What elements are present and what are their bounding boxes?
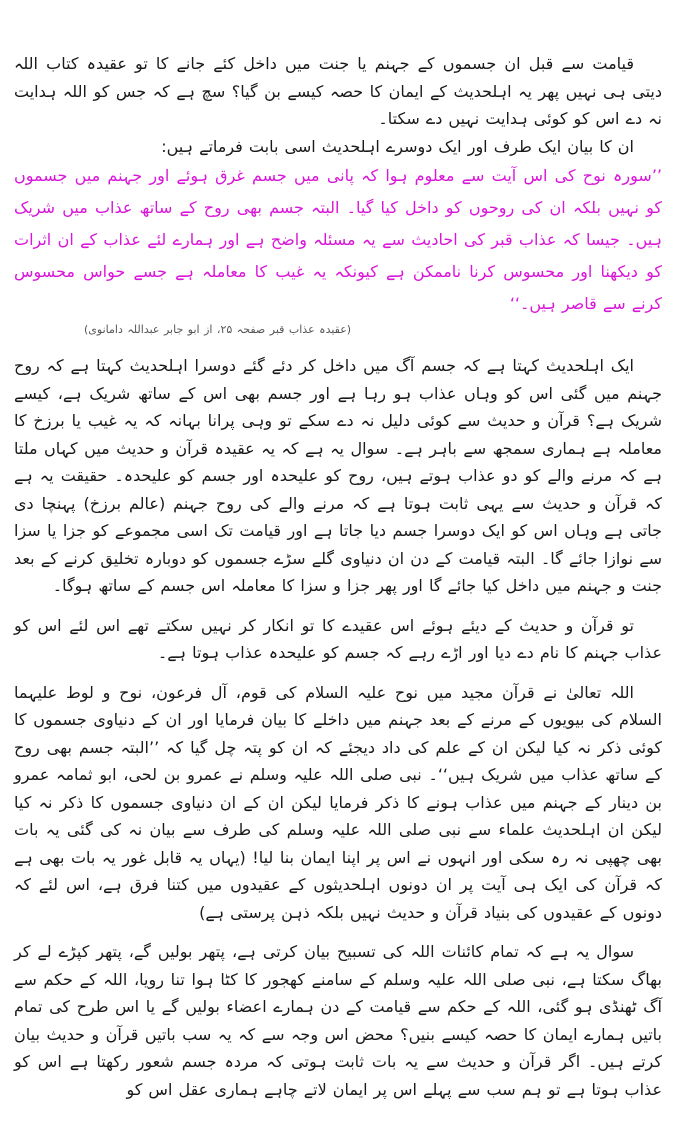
quoted-passage: ’’سورہ نوح کی اس آیت سے معلوم ہوا کہ پانی میں جسم غرق ہوئے اور جہنم میں جسموں کو نہیں بلکہ ان کی روحوں کو داخل کیا گیا۔ البتہ جسم بھی روح کے ساتھ عذاب میں شریک ہیں۔ جیسا کہ عذاب قبر کی احادیث سے یہ مسئلہ واضح ہے اور ہمارے لئے عذاب کے ان اثرات کو دیکھنا اور محسوس کرنا ناممکن ہے کیونکہ یہ غیب کا معاملہ ہے جسے حواس محسوس کرنے سے قاصر ہیں۔‘‘ bbox=[14, 166, 662, 313]
paragraph-1: قیامت سے قبل ان جسموں کے جہنم یا جنت میں داخل کئے جانے کا تو عقیدہ کتاب اللہ دیتی ہی نہیں پھر یہ اہلحدیث کے ایمان کا حصہ کیسے بن گیا؟ سچ ہے کہ جس کو اللہ ہدایت نہ دے اس کو کوئی ہدایت نہیں دے سکتا۔ bbox=[14, 54, 662, 128]
paragraph-6: سوال یہ ہے کہ تمام کائنات اللہ کی تسبیح بیان کرتی ہے، پتھر بولیں گے، پتھر کپڑے لے کر بھاگ سکتا ہے، نبی صلی اللہ علیہ وسلم کے سامنے کھجور کا کٹا ہوا تنا رویا، اللہ کے حکم سے آگ ٹھنڈی ہو گئی، اللہ کے حکم سے قیامت کے دن ہمارے اعضاء بولیں گے یا اس طرح کی تمام باتیں ہمارے ایمان کا حصہ کیسے بنیں؟ محض اس وجہ سے کہ یہ سب باتیں قرآن و حدیث بیان کرتے ہیں۔ اگر قرآن و حدیث سے یہ بات ثابت ہوتی کہ مردہ جسم شعور رکھتا ہے اس کو عذاب ہوتا ہے تو ہم سب سے پہلے اس پر ایمان لاتے چاہے ہماری عقل اس کو bbox=[14, 942, 662, 1099]
paragraph-4: تو قرآن و حدیث کے دیئے ہوئے اس عقیدے کا تو انکار کر نہیں سکتے تھے اس لئے اس کو عذاب جہنم کا نام دے دیا اور اڑے رہے کہ جسم کو علیحدہ عذاب ہوتا ہے۔ bbox=[14, 615, 662, 662]
spacer bbox=[14, 340, 662, 352]
spacer bbox=[14, 926, 662, 938]
spacer bbox=[14, 600, 662, 612]
document-page bbox=[14, 50, 662, 1103]
quote-reference: (عقیدہ عذاب قبر صفحہ ۲۵، از ابو جابر عبداللہ دامانوی) bbox=[84, 323, 352, 336]
paragraph-2: ان کا بیان ایک طرف اور ایک دوسرے اہلحدیث اسی بابت فرماتے ہیں: bbox=[161, 136, 634, 156]
paragraph-5: اللہ تعالیٰ نے قرآن مجید میں نوح علیہ السلام کی قوم، آل فرعون، نوح و لوط علیہما السلام کی بیویوں کے مرنے کے بعد جہنم میں داخلے کا بیان فرمایا اور ان کے دنیاوی جسموں کا کوئی ذکر نہ کیا لیکن ان کے علم کی داد دیجئے کہ ان کو پتہ چل گیا کہ ’’البتہ جسم بھی روح کے ساتھ عذاب میں شریک ہیں‘‘۔ نبی صلی اللہ علیہ وسلم نے عمرو بن لحی، ابو ثمامہ عمرو بن دینار کے جہنم میں عذاب ہونے کا ذکر فرمایا لیکن ان کے ان دنیاوی جسموں کا ذکر نہ کیا لیکن ان اہلحدیث علماء سے نبی صلی اللہ علیہ وسلم کی طرف سے بیان نہ کی گئی یہ بات بھی چھپی نہ رہ سکی اور انہوں نے اس پر اپنا ایمان بنا لیا! (یہاں یہ قابل غور یہ بات بھی ہے کہ قرآن کی ایک ہی آیت پر ان دونوں اہلحدیثوں کے عقیدوں میں کتنا فرق ہے، اس لئے کہ دونوں کے عقیدوں کی بنیاد قرآن و حدیث نہیں بلکہ ذہن پرستی ہے) bbox=[14, 682, 663, 922]
spacer bbox=[14, 667, 662, 679]
paragraph-3: ایک اہلحدیث کہتا ہے کہ جسم آگ میں داخل کر دئے گئے دوسرا اہلحدیث کہتا ہے کہ روح جہنم میں گئی اس کو وہاں عذاب ہو رہا ہے اور جسم بھی اس کے ساتھ شریک ہے، کیسے شریک ہے؟ قرآن و حدیث سے کوئی دلیل نہ دے سکے تو وہی پرانا بہانہ کہ یہ غیب یا برزخ کا معاملہ ہے ہماری سمجھ سے باہر ہے۔ سوال یہ ہے کہ یہ عقیدہ قرآن و حدیث میں کہاں ملتا ہے کہ مرنے والے کو دو عذاب ہوتے ہیں، روح کو علیحدہ اور جسم کو علیحدہ۔ حقیقت یہ ہے کہ قرآن و حدیث سے یہی ثابت ہوتا ہے کہ مرنے والے کی روح جہنم (عالم برزخ) پہنچا دی جاتی ہے وہاں اس کو ایک دوسرا جسم دیا جاتا ہے اور قیامت تک اسی مجموعے کو جزا یا سزا سے نوازا جائے گا۔ البتہ قیامت کے دن ان دنیاوی گلے سڑے جسموں کو دوبارہ تخلیق کرنے کے بعد جنت و جہنم میں داخل کیا جائے گا اور پھر جزا و سزا کا معاملہ اس جسم کے ساتھ ہوگا۔ bbox=[14, 356, 662, 595]
